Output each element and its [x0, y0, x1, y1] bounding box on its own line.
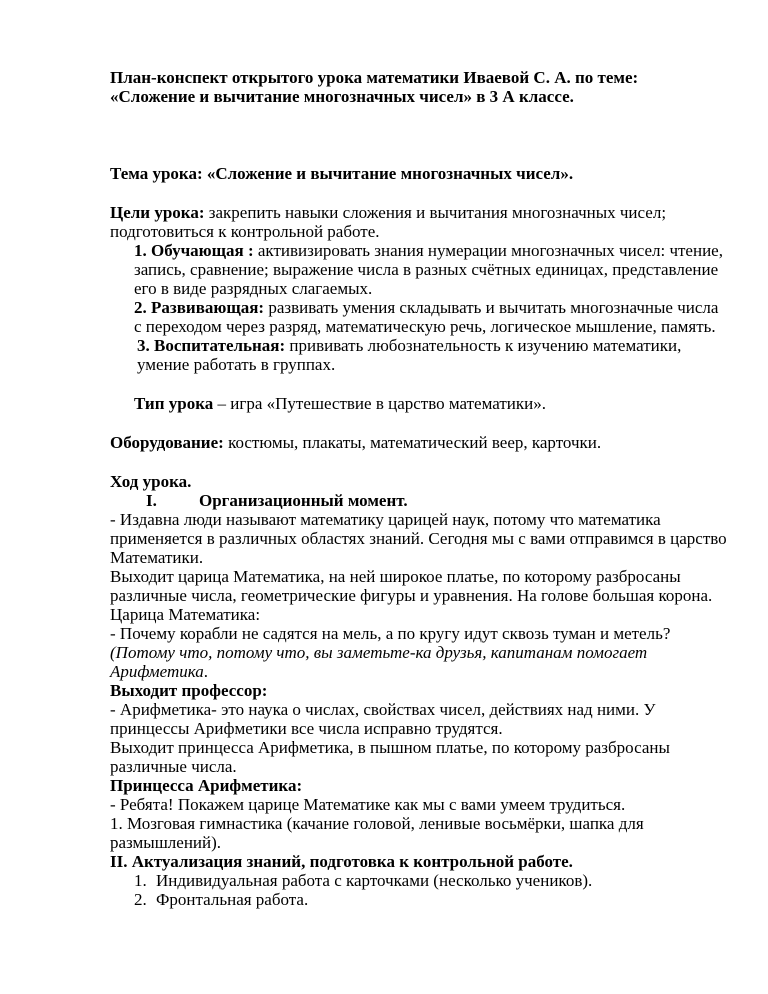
equipment: [110, 433, 730, 452]
paragraph-professor: - Арифметика- это наука о числах, свойствах чисел, действиях над ними. У принцессы Арифметики все числа исправно трудятся.: [110, 700, 656, 738]
document-title-line-1: План-конспект открытого урока математики Иваевой С. А. по теме:: [110, 68, 639, 87]
goal1-text: активизировать знания нумерации многозначных чисел: чтение, запись, сравнение; выражение числа в разных счётных единицах, представление его в виде разрядных слагаемых.: [134, 241, 723, 298]
section-1-heading: [110, 491, 730, 510]
paragraph-queen: Выходит царица Математика, на ней широкое платье, по которому разбросаны различные числа, геометрические фигуры и уравнения. На голове большая корона.: [110, 567, 713, 605]
type-label: Тип урока: [134, 394, 214, 413]
list-item: [110, 890, 730, 909]
answer-italic: (Потому что, потому что, вы заметьте-ка друзья, капитанам помогает Арифметика: [110, 643, 648, 681]
list-item-text: Фронтальная работа.: [156, 890, 309, 909]
goal1-label: 1. Обучающая :: [134, 241, 254, 260]
lesson-course-heading: Ход урока.: [110, 472, 192, 491]
equipment-label: Оборудование:: [110, 433, 224, 452]
goal3-label: 3. Воспитательная:: [137, 336, 286, 355]
lesson-goals: [110, 203, 730, 241]
type-text: – игра «Путешествие в царство математики».: [213, 394, 546, 413]
paragraph-gymnastics: 1. Мозговая гимнастика (качание головой, ленивые восьмёрки, шапка для размышлений).: [110, 814, 644, 852]
list-item-text: Индивидуальная работа с карточками (несколько учеников).: [156, 871, 593, 890]
goal-upbringing: [110, 336, 730, 374]
paragraph-intro: - Издавна люди называют математику царицей наук, потому что математика применяется в различных областях знаний. Сегодня мы с вами отправимся в царство Математики.: [110, 510, 727, 567]
equipment-text: костюмы, плакаты, математический веер, карточки.: [223, 433, 602, 452]
goal2-text: развивать умения складывать и вычитать многозначные числа с переходом через разряд, математическую речь, логическое мышление, память.: [134, 298, 719, 336]
goal2-label: 2. Развивающая:: [134, 298, 265, 317]
list-item: [110, 871, 730, 890]
lesson-topic: Тема урока: «Сложение и вычитание многозначных чисел».: [110, 164, 574, 183]
section-1-title: Организационный момент.: [199, 491, 408, 510]
goal-educational: [110, 241, 730, 298]
document-title-line-2: «Сложение и вычитание многозначных чисел» в 3 А классе.: [110, 87, 574, 106]
goals-label: Цели урока:: [110, 203, 205, 222]
paragraph-answer: [110, 643, 730, 681]
goal-developing: [110, 298, 730, 336]
list-item-number: 1.: [134, 871, 147, 890]
paragraph-princess: Выходит принцесса Арифметика, в пышном платье, по которому разбросаны различные числа.: [110, 738, 670, 776]
list-item-number: 2.: [134, 890, 147, 909]
section-1-number: I.: [146, 491, 157, 510]
section-2-heading: II. Актуализация знаний, подготовка к контрольной работе.: [110, 852, 573, 871]
paragraph-question: - Почему корабли не садятся на мель, а по кругу идут сквозь туман и метель?: [110, 624, 671, 643]
princess-label: Принцесса Арифметика:: [110, 776, 303, 795]
goals-text: закрепить навыки сложения и вычитания многозначных чисел; подготовиться к контрольной работе.: [110, 203, 667, 241]
lesson-type: [110, 394, 730, 413]
document-page: [110, 68, 730, 909]
answer-end: .: [203, 662, 209, 681]
paragraph-kids: - Ребята! Покажем царице Математике как мы с вами умеем трудиться.: [110, 795, 626, 814]
paragraph-queen-label: Царица Математика:: [110, 605, 261, 624]
goal3-text: прививать любознательность к изучению математики, умение работать в группах.: [137, 336, 682, 374]
professor-label: Выходит профессор:: [110, 681, 268, 700]
